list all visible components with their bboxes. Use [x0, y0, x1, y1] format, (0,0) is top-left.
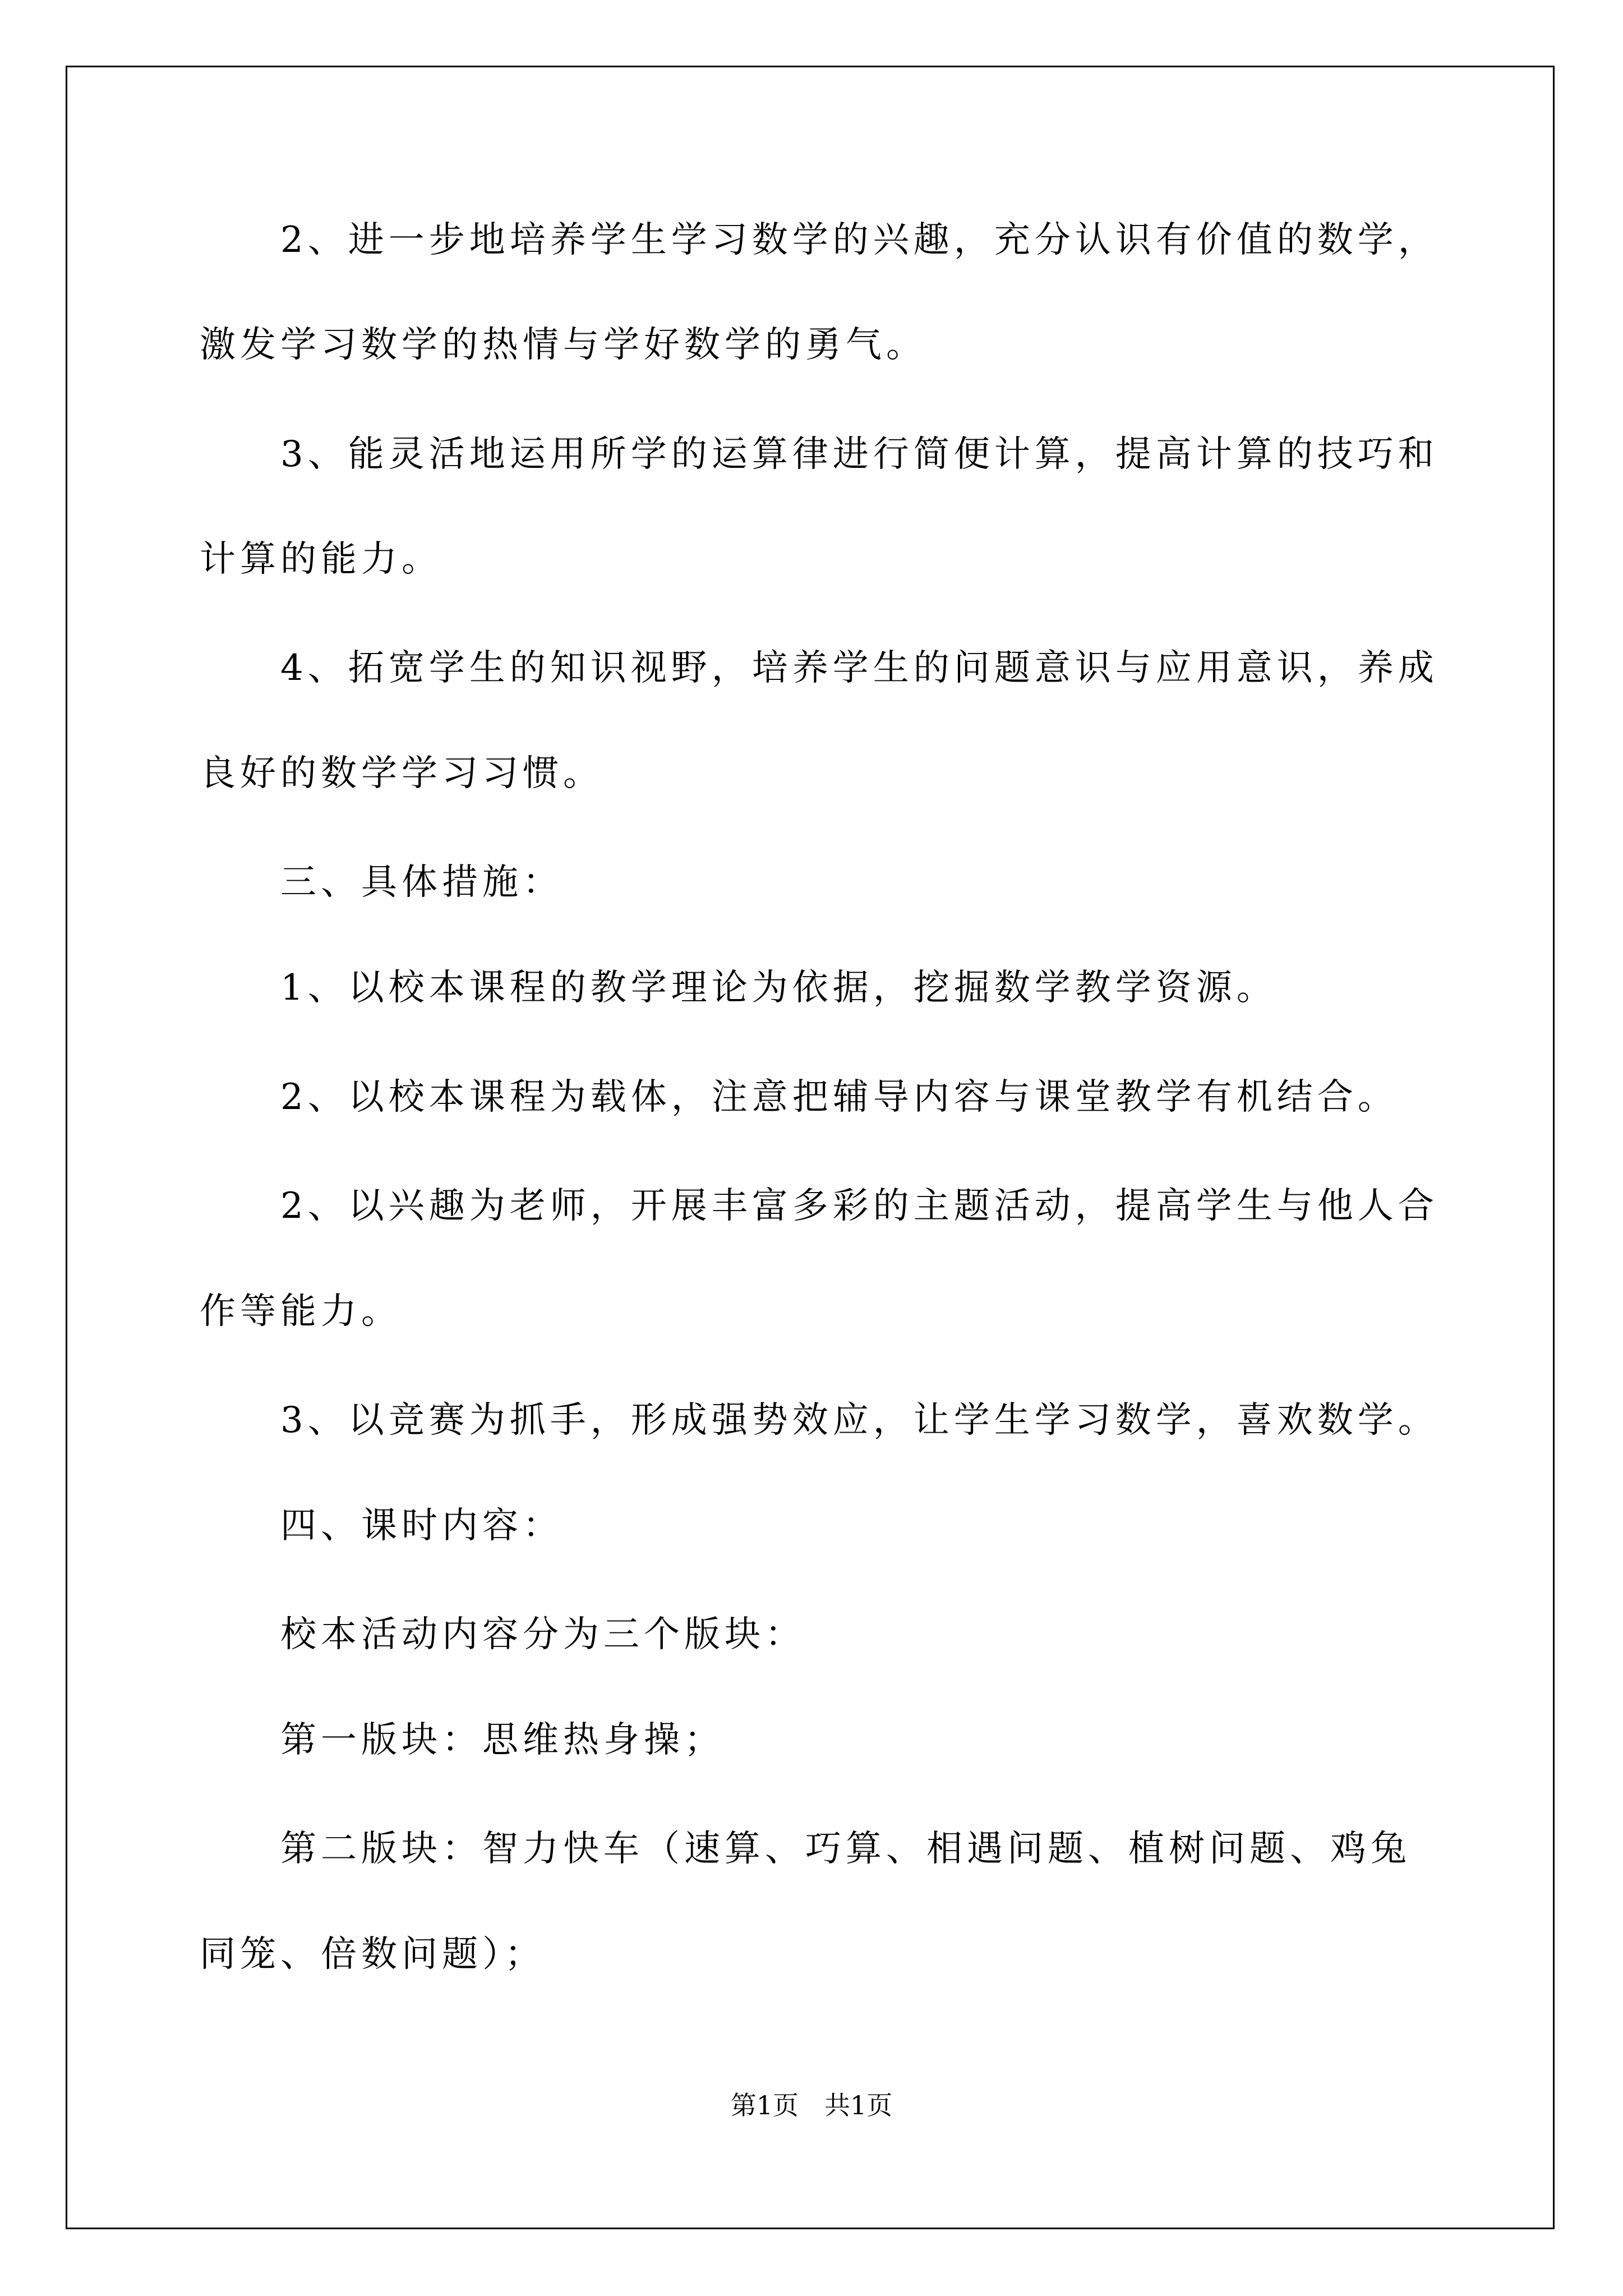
paragraph-line: 第一版块：思维热身操； [280, 1719, 725, 1761]
paragraph-line: 4、拓宽学生的知识视野，培养学生的问题意识与应用意识，养成 [280, 647, 1438, 689]
paragraph-line: 2、进一步地培养学生学习数学的兴趣，充分认识有价值的数学， [280, 219, 1438, 261]
paragraph-line: 2、以兴趣为老师，开展丰富多彩的主题活动，提高学生与他人合 [280, 1185, 1438, 1227]
paragraph-line: 2、以校本课程为载体，注意把辅导内容与课堂教学有机结合。 [280, 1076, 1398, 1118]
paragraph-line: 作等能力。 [200, 1291, 402, 1332]
paragraph-line: 良好的数学学习习惯。 [200, 753, 603, 794]
paragraph-line: 校本活动内容分为三个版块： [280, 1614, 805, 1655]
section-heading: 三、具体措施： [280, 862, 563, 903]
paragraph-line: 计算的能力。 [200, 539, 442, 580]
paragraph-line: 第二版块：智力快车（速算、巧算、相遇问题、植树问题、鸡兔 [280, 1828, 1411, 1870]
paragraph-line: 3、能灵活地运用所学的运算律进行简便计算，提高计算的技巧和 [280, 434, 1438, 475]
paragraph-line: 3、以竞赛为抓手，形成强势效应，让学生学习数学，喜欢数学。 [280, 1400, 1438, 1441]
paragraph-line: 1、以校本课程的教学理论为依据，挖掘数学教学资源。 [280, 967, 1277, 1009]
paragraph-line: 激发学习数学的热情与学好数学的勇气。 [200, 324, 926, 366]
page-border [66, 66, 1555, 2229]
section-heading: 四、课时内容： [280, 1505, 563, 1547]
page-footer: 第1页 共1页 [730, 2090, 893, 2120]
paragraph-line: 同笼、倍数问题）； [200, 1934, 545, 1975]
